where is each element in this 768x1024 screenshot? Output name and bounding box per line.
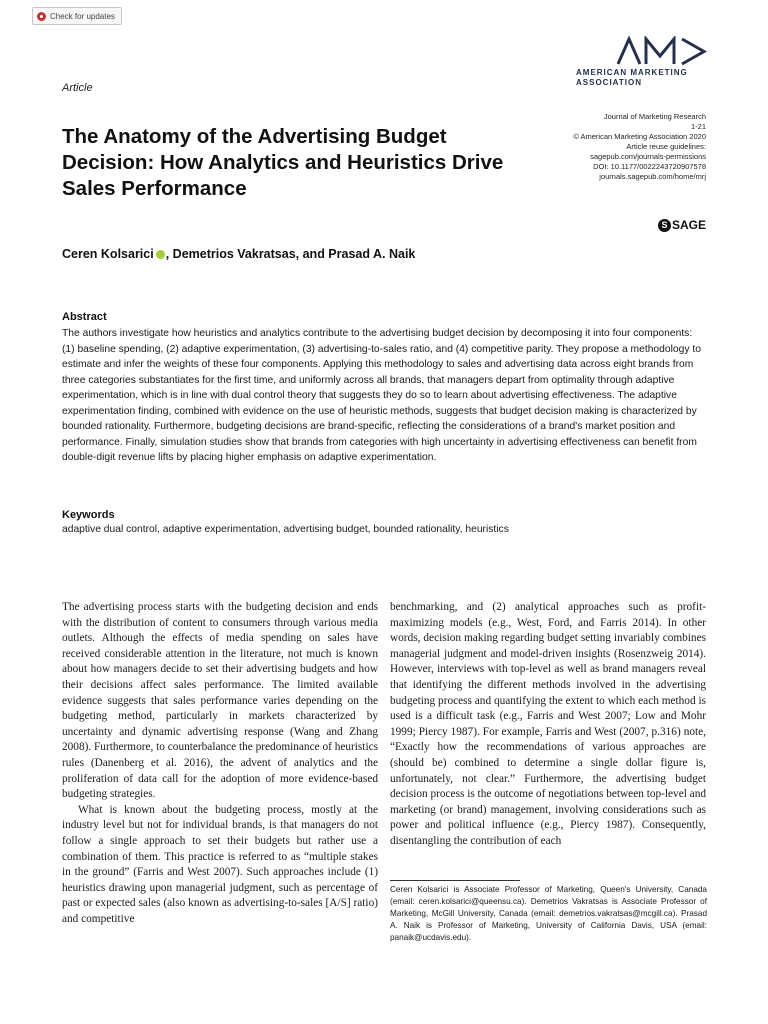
sage-logo [658,218,706,232]
body-paragraph: The advertising process starts with the budgeting decision and ends with the distribution of content to consumers through various media outlets. Although the effects of media spending on sales have received considerable attention in the literature, not much is known about how managers decide to set their advertising budgets and how their decisions affect sales performance. The limited available evidence suggests that sales performance varies depending on the budgeting method, particularly in markets characterized by uncertainty and dynamic advertising response (Wang and Zhang 2008). Furthermore, to counterbalance the predominance of heuristics rules (Danenberg et al. 2016), the advent of analytics and the proliferation of data call for the adoption of more evidence-based budgeting strategies. [62,601,378,801]
article-title: The Anatomy of the Advertising Budget Decision: How Analytics and Heuristics Drive Sales Performance [62,125,504,200]
ama-logo [576,36,708,88]
doi-link[interactable]: DOI: 10.1177/0022243720907578 [593,162,706,171]
keywords-heading: Keywords [62,509,115,521]
body-paragraph: benchmarking, and (2) analytical approaches such as profit-maximizing models (e.g., West, Ford, and Farris 2014). In other words, decision making regarding budget setting invariably combines managerial judgment and model-driven insights (Rosenzweig 2014). However, interviews with top-level as well as brand managers reveal that identifying the different methods involved in the advertising budgeting process and quantifying the extent to which each method is used is a difficult task (e.g., Farris and West 2007; Low and Mohr 1999; Piercy 1987). For example, Farris and West (2007, p.316) note, “Exactly how the recommendations of various approaches are (should be) combined to determine a single dollar figure is, unfortunately, not clear.” Furthermore, the advertising budget decision process is the outcome of negotiations between top-level and marketing (or brand) management, involving considerations such as power and political influence (e.g., Piercy 1987). Consequently, disentangling the contribution of each [390,601,706,847]
ama-wordmark: AMERICAN MARKETING ASSOCIATION [576,68,688,87]
footnote-divider [390,880,520,881]
author-rest: , Demetrios Vakratsas, and Prasad A. Naik [165,247,416,261]
page-range: 1-21 [690,122,706,131]
journal-metadata [506,112,706,182]
author-footnote: Ceren Kolsarici is Associate Professor of Marketing, Queen's University, Canada (email: ceren.kolsarici@queensu.ca). Demetrios Vakratsas is Associate Professor of Marketing, McGill University, Canada (email: demetrios.vakratsas@mcgill.ca). Prasad A. Naik is Professor of Marketing, University of California Davis, USA (email: panaik@ucdavis.edu). [390,885,707,942]
sage-wordmark: SAGE [671,218,706,232]
journal-name: Journal of Marketing Research [603,112,706,121]
orcid-icon[interactable] [156,250,165,259]
ama-mark-icon [616,36,708,66]
author-first: Ceren Kolsarici [62,247,154,261]
keywords-text: adaptive dual control, adaptive experimentation, advertising budget, bounded rationality, heuristics [62,524,509,535]
abstract-heading: Abstract [62,311,107,323]
crossmark-icon [37,12,46,21]
body-column-right [390,600,706,850]
abstract-text: The authors investigate how heuristics and analytics contribute to the advertising budget decision by decomposing it into four components: (1) baseline spending, (2) adaptive experimentation, (3) advertising-to-sales ratio, and (4) competitive parity. They propose a methodology to estimate and infer the weights of these four components. Applying this methodology to sales and advertising data across eight brands from three categories substantiates for the first time, and uniformly across all brands, that managers depart from optimality through adaptive experimentation, which is in line with dual control theory that suggests they do so to learn about advertising effectiveness. The adaptive experimentation finding, combined with evidence on the use of heuristic methods, suggests that budget decision making is characterized by bounded rationality. Furthermore, budgeting decisions are brand-specific, reflecting the considerations of a brand's market position and performance. Finally, simulation studies show that brands from categories with high uncertainty in advertising effectiveness can benefit from double-digit revenue lifts by placing higher emphasis on adaptive experimentation. [62,328,701,464]
body-paragraph: What is known about the budgeting process, mostly at the industry level but not for individual brands, is that managers do not follow a single approach to set their budgets but rather use a combination of them. This practice is referred to as “multiple stakes in the ground” (Farris and West 2007). Such approaches include (1) heuristics drawing upon managerial judgment, such as percentage of past or expected sales (also known as advertising-to-sales [A/S] ratio) and competitive [62,803,378,925]
check-for-updates-button[interactable] [32,7,122,25]
check-for-updates-label: Check for updates [50,11,115,21]
sage-s-icon: S [658,219,671,232]
copyright: © American Marketing Association 2020 [573,132,706,141]
body-column-left [62,600,378,927]
reuse-link[interactable]: sagepub.com/journals-permissions [590,152,706,161]
journal-link[interactable]: journals.sagepub.com/home/mrj [599,172,706,181]
reuse-guidelines: Article reuse guidelines: [626,142,706,151]
author-list [62,247,415,261]
article-type-label: Article [62,82,93,94]
